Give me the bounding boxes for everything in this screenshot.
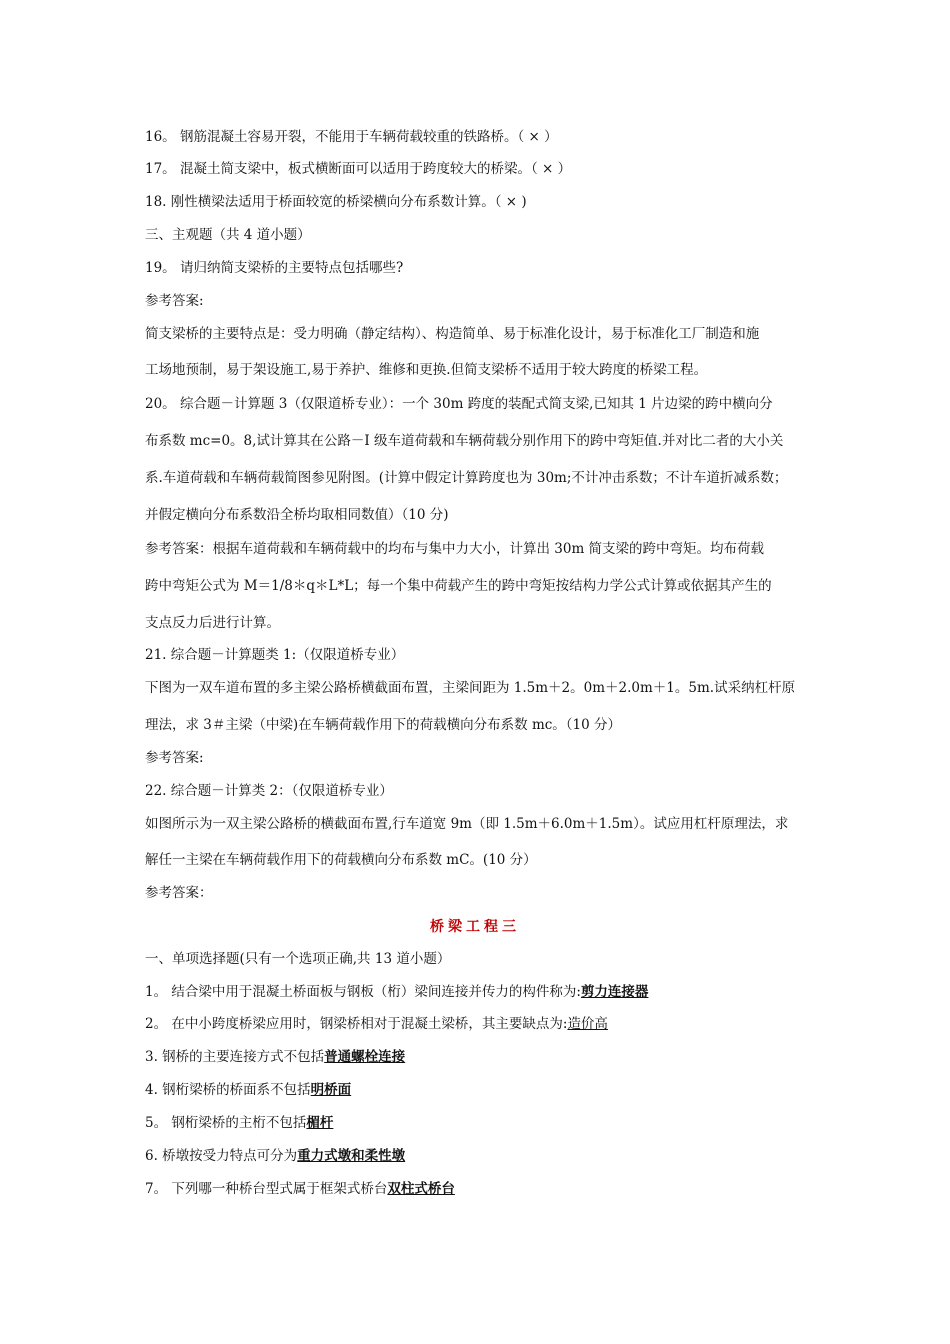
answer-text: 简支梁桥的主要特点是：受力明确（静定结构）、构造简单、易于标准化设计，易于标准化工厂制造和施 bbox=[145, 326, 760, 342]
answer-text: 跨中弯矩公式为 M＝1/8＊q＊L*L；每一个集中荷载产生的跨中弯矩按结构力学公式计算或依据其产生的 bbox=[145, 578, 772, 594]
text-line: 18. 刚性横梁法适用于桥面较宽的桥梁横向分布系数计算。（ × ) bbox=[145, 194, 527, 210]
question-text: 如图所示为一双主梁公路桥的横截面布置,行车道宽 9m（即 1.5m＋6.0m＋1.5m）。试应用杠杆原理法，求 bbox=[145, 816, 789, 832]
question-text: 系.车道荷载和车辆荷载简图参见附图。(计算中假定计算跨度也为 30m;不计冲击系数；不计车道折减系数； bbox=[145, 470, 788, 486]
section-title: 桥梁工程三 bbox=[430, 919, 520, 935]
choice-item bbox=[145, 1081, 812, 1099]
answer-label: 参考答案： bbox=[145, 885, 213, 901]
choice-question: 7。 下列哪一种桥台型式属于框架式桥台 bbox=[145, 1181, 388, 1197]
choice-item bbox=[145, 1015, 812, 1033]
choice-answer: 剪力连接器 bbox=[580, 984, 649, 1000]
choice-question: 6. 桥墩按受力特点可分为 bbox=[145, 1148, 298, 1164]
question-text: 下图为一双车道布置的多主梁公路桥横截面布置，主梁间距为 1.5m＋2。0m＋2.0m＋1。5m.试采纳杠杆原 bbox=[145, 680, 796, 696]
text-line: 16。 钢筋混凝土容易开裂，不能用于车辆荷载较重的铁路桥。（ × ） bbox=[145, 129, 558, 145]
choice-question: 5。 钢桁梁桥的主桁不包括 bbox=[145, 1115, 307, 1131]
section-heading: 三、主观题（共 4 道小题） bbox=[145, 227, 311, 243]
answer-text: 参考答案：根据车道荷载和车辆荷载中的均布与集中力大小，计算出 30m 简支梁的跨中弯矩。均布荷载 bbox=[145, 541, 765, 557]
choice-answer: 楣杆 bbox=[306, 1115, 334, 1131]
question-text: 并假定横向分布系数沿全桥均取相同数值）（10 分) bbox=[145, 507, 449, 523]
question-text: 22. 综合题－计算类 2：（仅限道桥专业） bbox=[145, 783, 393, 799]
choice-item bbox=[145, 1048, 812, 1066]
text-line: 17。 混凝土简支梁中，板式横断面可以适用于跨度较大的桥梁。（ × ） bbox=[145, 161, 572, 177]
choice-answer: 明桥面 bbox=[310, 1082, 352, 1098]
answer-label: 参考答案: bbox=[145, 293, 204, 309]
question-text: 20。 综合题－计算题 3（仅限道桥专业）：一个 30m 跨度的装配式简支梁,已知其 1 片边梁的跨中横向分 bbox=[145, 396, 773, 412]
choice-answer: 重力式墩和柔性墩 bbox=[297, 1148, 406, 1164]
choice-answer: 双柱式桥台 bbox=[387, 1181, 455, 1197]
choice-item bbox=[145, 1114, 812, 1132]
answer-text: 支点反力后进行计算。 bbox=[145, 615, 280, 631]
choice-item bbox=[145, 983, 812, 1001]
question-text: 19。 请归纳简支梁桥的主要特点包括哪些? bbox=[145, 260, 404, 276]
choice-item bbox=[145, 1180, 812, 1198]
choice-answer: 普通螺栓连接 bbox=[324, 1049, 406, 1065]
choice-question: 4. 钢桁梁桥的桥面系不包括 bbox=[145, 1082, 311, 1098]
question-text: 解任一主梁在车辆荷载作用下的荷载横向分布系数 mC。(10 分） bbox=[145, 852, 537, 868]
choice-question: 1。 结合梁中用于混凝土桥面板与钢板（桁）梁间连接并传力的构件称为: bbox=[145, 984, 581, 1000]
choice-question: 2。 在中小跨度桥梁应用时，钢梁桥相对于混凝土梁桥，其主要缺点为: bbox=[145, 1016, 568, 1032]
question-text: 21. 综合题－计算题类 1:（仅限道桥专业） bbox=[145, 647, 405, 663]
answer-label: 参考答案: bbox=[145, 750, 204, 766]
answer-text: 工场地预制，易于架设施工,易于养护、维修和更换.但简支梁桥不适用于较大跨度的桥梁工程。 bbox=[145, 362, 708, 378]
question-text: 理法，求 3＃主梁（中梁)在车辆荷载作用下的荷载横向分布系数 mc。（10 分） bbox=[145, 717, 622, 733]
choice-item bbox=[145, 1147, 812, 1165]
choice-answer: 造价高 bbox=[567, 1016, 608, 1032]
choice-question: 3. 钢桥的主要连接方式不包括 bbox=[145, 1049, 325, 1065]
section-subtitle: 一、单项选择题(只有一个选项正确,共 13 道小题） bbox=[145, 951, 451, 967]
question-text: 布系数 mc=0。8,试计算其在公路－I 级车道荷载和车辆荷载分别作用下的跨中弯矩值.并对比二者的大小关 bbox=[145, 433, 784, 449]
